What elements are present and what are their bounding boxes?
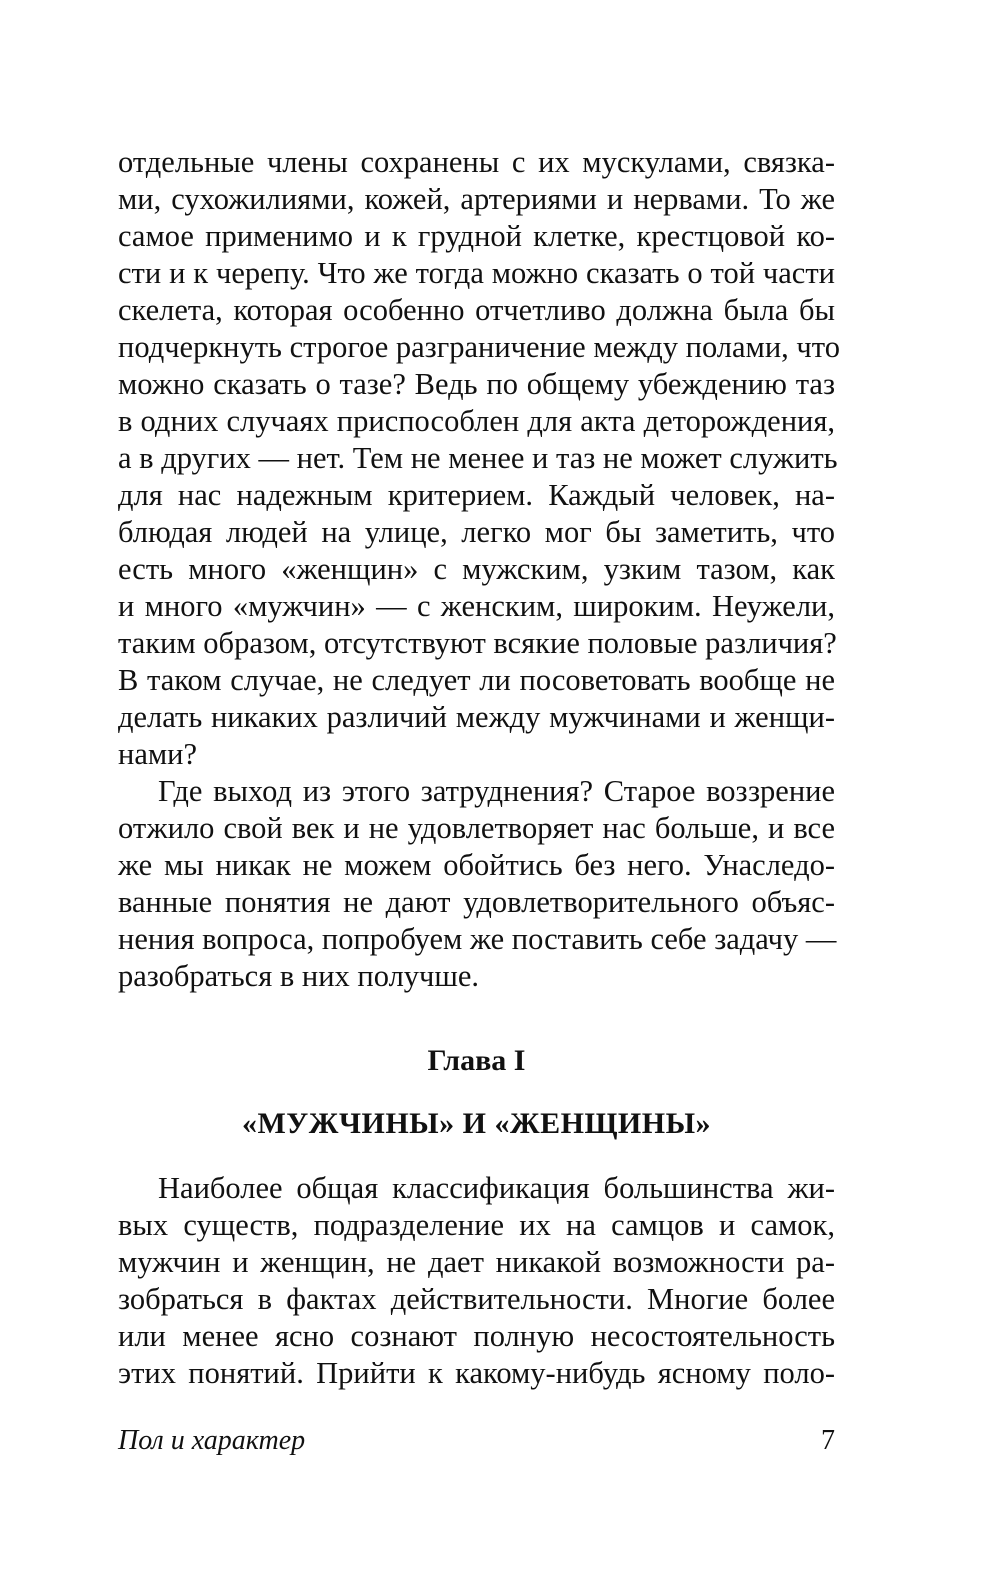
text-line: В таком случае, не следует ли посоветовать вообще не (118, 663, 835, 697)
paragraph-first-line: Наиболее общая классификация большинства жи- (158, 1171, 835, 1205)
text-line: нами? (118, 737, 198, 771)
text-line: мужчин и женщин, не дает никакой возможности ра- (118, 1245, 835, 1279)
text-line: сти и к черепу. Что же тогда можно сказать о той части (118, 256, 835, 290)
text-line: блюдая людей на улице, легко мог бы заметить, что (118, 515, 835, 549)
running-footer-title: Пол и характер (118, 1425, 306, 1456)
text-line: разобраться в них получше. (118, 959, 480, 993)
chapter-body-text-block (118, 1170, 835, 1392)
text-line: делать никаких различий между мужчинами и женщи- (118, 700, 835, 734)
text-line: скелета, которая особенно отчетливо должна была бы (118, 293, 835, 327)
chapter-title: «МУЖЧИНЫ» И «ЖЕНЩИНЫ» (241, 1107, 712, 1140)
chapter-label: Глава I (427, 1044, 526, 1077)
text-line: ми, сухожилиями, кожей, артериями и нервами. То же (118, 182, 835, 216)
text-line: таким образом, отсутствуют всякие половые различия? (118, 626, 837, 660)
text-line: а в других — нет. Тем не менее и таз не может служить (118, 441, 838, 475)
text-line: ванные понятия не дают удовлетворительного объяс- (118, 885, 835, 919)
paragraph-first-line: Где выход из этого затруднения? Старое воззрение (158, 774, 835, 808)
text-line: и много «мужчин» — с женским, широким. Неужели, (118, 589, 835, 623)
text-line: вых существ, подразделение их на самцов и самок, (118, 1208, 835, 1242)
text-line: отдельные члены сохранены с их мускулами, связка- (118, 145, 835, 179)
text-line: отжило свой век и не удовлетворяет нас больше, и все (118, 811, 835, 845)
body-text-block (118, 144, 840, 995)
text-line: самое применимо и к грудной клетке, крестцовой ко- (118, 219, 835, 253)
text-line: для нас надежным критерием. Каждый человек, на- (118, 478, 835, 512)
text-line: нения вопроса, попробуем же поставить себе задачу — (118, 922, 837, 956)
text-line: же мы никак не можем обойтись без него. Унаследо- (118, 848, 835, 882)
text-line: в одних случаях приспособлен для акта деторождения, (118, 404, 835, 438)
page-number: 7 (821, 1425, 835, 1456)
text-line: подчеркнуть строгое разграничение между полами, что (118, 330, 840, 364)
text-line: или менее ясно сознают полную несостоятельность (118, 1319, 835, 1353)
text-line: можно сказать о тазе? Ведь по общему убеждению таз (118, 367, 835, 401)
text-line: есть много «женщин» с мужским, узким тазом, как (118, 552, 835, 586)
text-line: зобраться в фактах действительности. Многие более (118, 1282, 835, 1316)
text-line: этих понятий. Прийти к какому-нибудь ясному поло- (118, 1356, 835, 1390)
